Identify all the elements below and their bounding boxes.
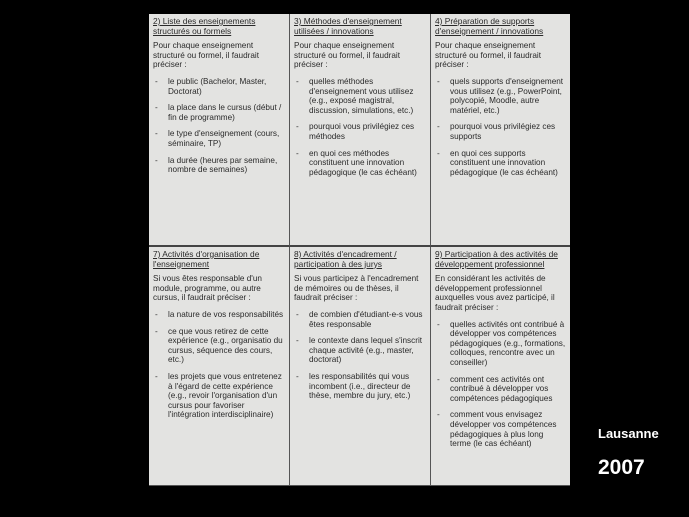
list-item: - le type d'enseignement (cours, séminaire, TP) [155,129,285,148]
cell-title: 4) Préparation de supports d'enseignement / innovations [435,16,544,36]
list-item: - quelles méthodes d'enseignement vous utilisez (e.g., exposé magistral, discussion, simulations, etc.) [296,77,426,115]
cell-title: 9) Participation à des activités de développement professionnel [435,249,558,269]
cell-list [435,320,566,449]
list-item: - en quoi ces supports constituent une innovation pédagogique (le cas échéant) [437,149,566,178]
list-item: - quels supports d'enseignement vous utilisez (e.g., PowerPoint, polycopié, Moodle, autre matériel, etc.) [437,77,566,115]
cell-intro: Si vous êtes responsable d'un module, programme, ou autre cursus, il faudrait préciser : [153,274,262,303]
table-cell-8 [290,247,431,486]
table-cell-9 [431,247,570,486]
cell-list [153,310,285,420]
cell-list [153,77,285,175]
criteria-table [149,14,570,486]
cell-intro: Si vous participez à l'encadrement de mémoires ou de thèses, il faudrait préciser : [294,274,419,303]
list-item: - ce que vous retirez de cette expérience (e.g., organisatio du cursus, séquence des cours, etc.) [155,327,285,365]
cell-intro: Pour chaque enseignement structuré ou formel, il faudrait préciser : [153,41,260,70]
list-item: - la durée (heures par semaine, nombre de semaines) [155,156,285,175]
cell-title: 2) Liste des enseignements structurés ou formels [153,16,256,36]
list-item: - la place dans le cursus (début / fin de programme) [155,103,285,122]
list-item: - pourquoi vous privilégiez ces supports [437,122,566,141]
list-item: - les projets que vous entretenez à l'égard de cette expérience (e.g., revoir l'organisation d'un cursus pour favoriser l'intégration interdisciplinaire) [155,372,285,420]
table-cell-2 [149,14,290,247]
cell-list [435,77,566,177]
cell-list [294,310,426,401]
caption-place: Lausanne [598,426,659,441]
list-item: - de combien d'étudiant-e-s vous êtes responsable [296,310,426,329]
list-item: - la nature de vos responsabilités [155,310,285,320]
list-item: - en quoi ces méthodes constituent une innovation pédagogique (le cas échéant) [296,149,426,178]
list-item: - les responsabilités qui vous incombent (i.e., directeur de thèse, membre du jury, etc.) [296,372,426,401]
list-item: - pourquoi vous privilégiez ces méthodes [296,122,426,141]
table-cell-3 [290,14,431,247]
cell-intro: Pour chaque enseignement structuré ou formel, il faudrait préciser : [435,41,542,70]
list-item: - quelles activités ont contribué à développer vos compétences pédagogiques (e.g., formations, colloques, rencontre avec un conseiller) [437,320,566,368]
list-item: - comment ces activités ont contribué à développer vos compétences pédagogiques [437,375,566,404]
list-item: - le contexte dans lequel s'inscrit chaque activité (e.g., master, doctorat) [296,336,426,365]
cell-title: 3) Méthodes d'enseignement utilisées / innovations [294,16,402,36]
cell-title: 7) Activités d'organisation de l'enseignement [153,249,260,269]
cell-intro: En considérant les activités de développement professionnel auxquelles vous avez participé, il faudrait préciser : [435,274,555,312]
table-cell-4 [431,14,570,247]
table-cell-7 [149,247,290,486]
cell-list [294,77,426,177]
cell-title: 8) Activités d'encadrement / participation à des jurys [294,249,397,269]
caption-year: 2007 [598,456,645,479]
list-item: - le public (Bachelor, Master, Doctorat) [155,77,285,96]
scanned-document-page [149,14,570,486]
cell-intro: Pour chaque enseignement structuré ou formel, il faudrait préciser : [294,41,401,70]
list-item: - comment vous envisagez développer vos compétences pédagogiques à plus long terme (le cas échéant) [437,410,566,448]
